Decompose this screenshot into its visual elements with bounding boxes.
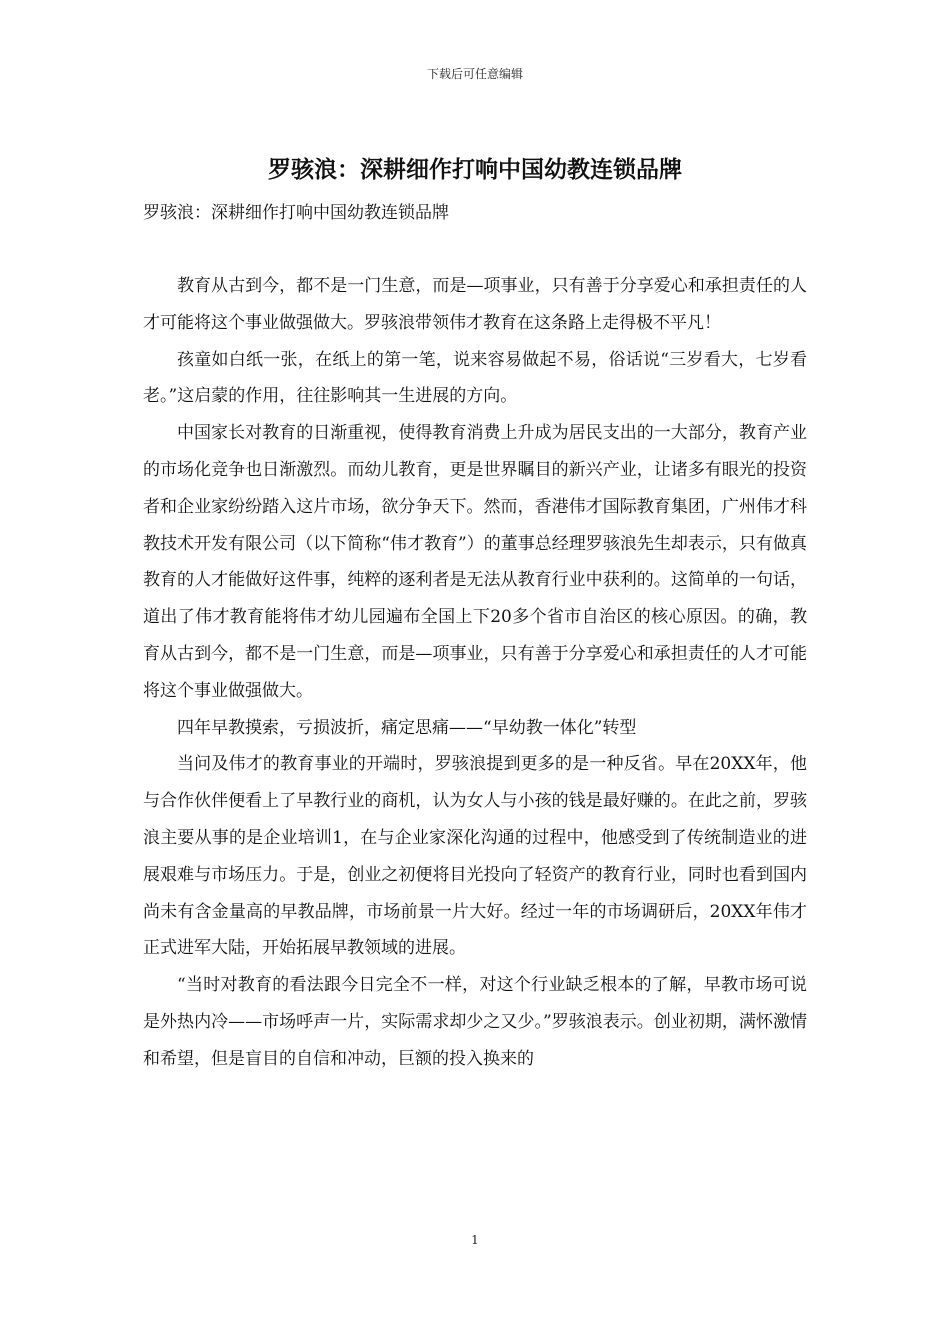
section-heading: 四年早教摸索，亏损波折，痛定思痛——“早幼教一体化”转型 xyxy=(177,717,637,738)
paragraph: “当时对教育的看法跟今日完全不一样，对这个行业缺乏根本的了解，早教市场可说是外热内冷——市场呼声一片，实际需求却少之又少。”罗骇浪表示。创业初期，满怀激情和希望，但是盲目的自信和冲动，巨额的投入换来的 xyxy=(143,975,807,1069)
paragraph: 当问及伟才的教育事业的开端时，罗骇浪提到更多的是一种反省。早在20XX年，他与合作伙伴便看上了早教行业的商机，认为女人与小孩的钱是最好赚的。在此之前，罗骇浪主要从事的是企业培训1，在与企业家深化沟通的过程中，他感受到了传统制造业的进展艰难与市场压力。于是，创业之初便将目光投向了轻资产的教育行业，同时也看到国内尚未有含金量高的早教品牌，市场前景一片大好。经过一年的市场调研后，20XX年伟才正式进军大陆，开始拓展早教领域的进展。 xyxy=(143,754,807,959)
paragraph: 孩童如白纸一张，在纸上的第一笔，说来容易做起不易，俗话说“三岁看大，七岁看老。”这启蒙的作用，往往影响其一生进展的方向。 xyxy=(143,349,807,407)
paragraph: 中国家长对教育的日渐重视，使得教育消费上升成为居民支出的一大部分，教育产业的市场化竞争也日渐激烈。而幼儿教育，更是世界瞩目的新兴产业，让诸多有眼光的投资者和企业家纷纷踏入这片市场，欲分争天下。然而，香港伟才国际教育集团，广州伟才科教技术开发有限公司（以下简称“伟才教育”）的董事总经理罗骇浪先生却表示，只有做真教育的人才能做好这件事，纯粹的逐利者是无法从教育行业中获利的。这简单的一句话，道出了伟才教育能将伟才幼儿园遍布全国上下20多个省市自治区的核心原因。的确，教育从古到今，都不是一门生意，而是—项事业，只有善于分享爱心和承担责任的人才可能将这个事业做强做大。 xyxy=(143,423,807,701)
page-number: 1 xyxy=(471,1233,479,1247)
document-title: 罗骇浪：深耕细作打响中国幼教连锁品牌 xyxy=(268,157,682,183)
document-body xyxy=(143,268,807,1078)
document-subtitle: 罗骇浪：深耕细作打响中国幼教连锁品牌 xyxy=(143,203,449,223)
page-header: 下载后可任意编辑 xyxy=(426,67,523,81)
paragraph: 教育从古到今，都不是一门生意，而是—项事业，只有善于分享爱心和承担责任的人才可能将这个事业做强做大。罗骇浪带领伟才教育在这条路上走得极不平凡！ xyxy=(143,276,807,333)
